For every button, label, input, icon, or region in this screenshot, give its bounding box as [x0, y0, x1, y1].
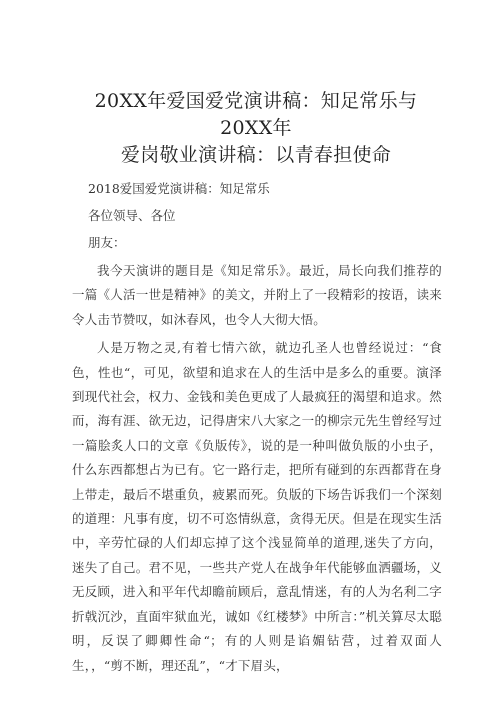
title-line-1: 20XX年爱国爱党演讲稿：知足常乐与20XX年	[94, 90, 418, 139]
greeting-line-2: 朋友：	[88, 235, 126, 250]
paragraph-2: 人是万物之灵,有着七情六欲，就边孔圣人也曾经说过：“食色，性也“，可见，欲望和追求在人的生活中是多么的重要。演泽到现代社会，权力、金钱和美色更成了人最疯狂的渴望和追求。然而，海有涯、欲无边，记得唐宋八大家之一的柳宗元先生曾经写过一篇脍炙人口的文章《负版传》，说的是一种叫做负版的小虫子，什么东西都想占为已有。它一路行走，把所有碰到的东西都背在身上带走，最后不堪重负，疲累而死。负版的下场告诉我们一个深刻的道理：凡事有度，切不可恣情纵意，贪得无厌。但是在现实生活中，辛劳忙碌的人们却忘掉了这个浅显简单的道理,迷失了方向，迷失了自己。君不见，一些共产党人在战争年代能够血洒疆场，义无反顾，进入和平年代却瞻前顾后，意乱情迷，有的人为名利二字折戟沉沙，直面牢狱血光，诚如《红楼梦》中所言：”机关算尽太聪明，反误了卿卿性命“；有的人则是谄媚钻营，过着双面人生，，“剪不断，理还乱”，“才下眉头，	[72, 340, 442, 673]
title-line-2: 爱岗敬业演讲稿：以青春担使命	[120, 144, 392, 166]
document-title	[72, 88, 442, 169]
greeting-line-1: 各位领导、各位	[88, 208, 176, 223]
speech-subheading: 2018爱国爱党演讲稿：知足常乐	[88, 181, 270, 196]
paragraph-1: 我今天演讲的题目是《知足常乐》。最近，局长向我们推荐的一篇《人活一世是精神》的美文，并附上了一段精彩的按语，读来令人击节赞叹，如沐春风，也令人大彻大悟。	[72, 263, 442, 327]
